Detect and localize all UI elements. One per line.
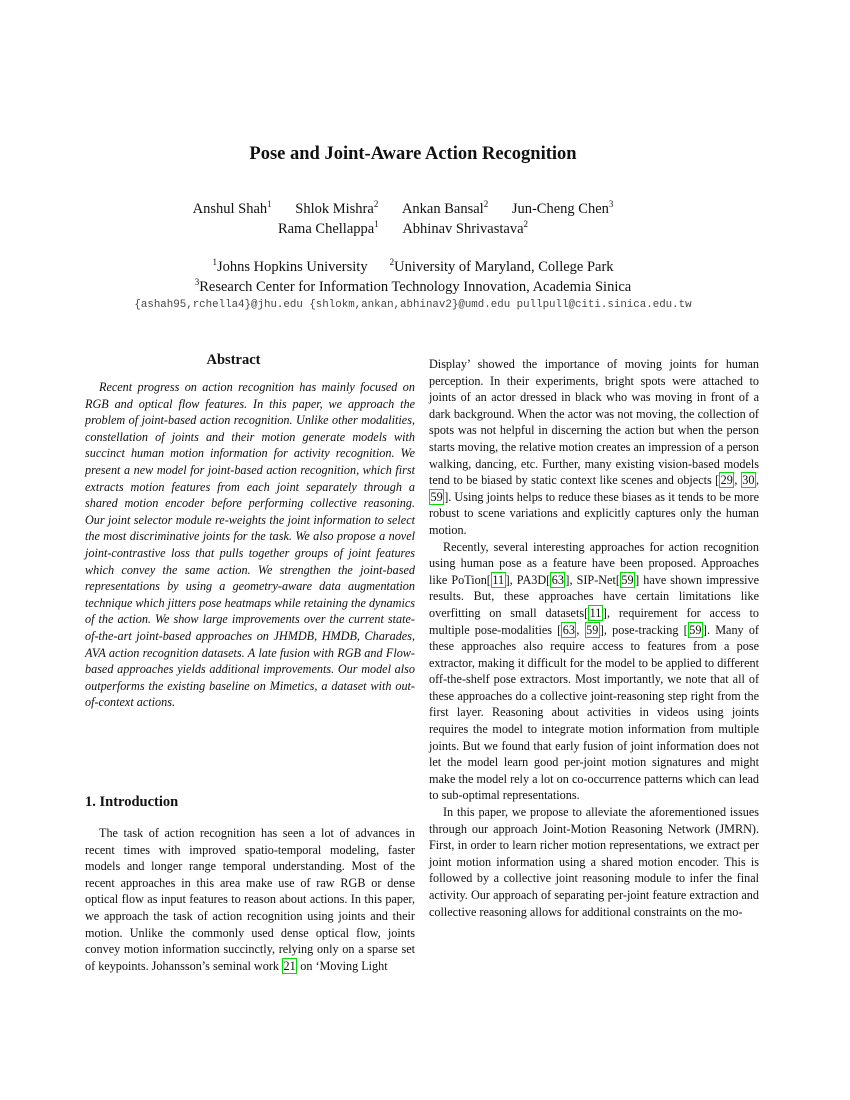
citation-link[interactable]: 21: [283, 958, 296, 973]
citation-link[interactable]: 59: [689, 622, 702, 637]
affiliation: $^3$Research Center for Information Technology Innovation, Academia Sinica: [194, 277, 632, 295]
author-line-2: [0, 219, 806, 239]
paper-title: Pose and Joint-Aware Action Recognition: [249, 144, 577, 164]
intro-paragraph-1-continued: Display’ showed the importance of moving joints for human perception. In their experiments, bright spots were attached to joints of an actor dressed in black who was moving in front of a dark background. When the actor was not moving, the collection of spots was not helpful in discerning the action but when the person starts moving, the relative motion creates an impression of a person walking, dancing, etc. Further, many existing vision-based models tend to be biased by static context like scenes and objects [ 29 , 30 , 59 ]. Using joints helps to reduce these biases as it tends to be more robust to scene variations and explicitly captures only the human motion.: [429, 357, 760, 537]
introduction-left-column: [85, 825, 415, 974]
citation-link[interactable]: 11: [492, 572, 505, 587]
author-list: [0, 199, 806, 239]
affiliation-line-2: [0, 277, 826, 297]
author: Abhinav Shrivastava$^2$: [402, 219, 529, 237]
affiliation: $^1$Johns Hopkins University: [212, 257, 368, 275]
affiliation: $^2$University of Maryland, College Park: [389, 257, 614, 275]
author-emails[interactable]: {ashah95,rchella4}@jhu.edu {shlokm,ankan,abhinav2}@umd.edu pullpull@citi.sinica.edu.tw: [134, 299, 692, 311]
citation-link[interactable]: 63: [551, 572, 564, 587]
citation-link[interactable]: 29: [720, 473, 733, 488]
author: Jun-Cheng Chen$^3$: [511, 199, 614, 217]
author: Shlok Mishra$^2$: [295, 199, 379, 217]
intro-paragraph-2: Recently, several interesting approaches for action recognition using human pose as a feature have been proposed. Approaches like PoTion[ 11 ], PA3D[ 63 ], SIP-Net[ 59 ] have shown impressive results. But, these approaches have certain limitations like overfitting on small datasets[ 11 ], requirement for access to multiple pose-modalities [ 63 , 59 ], pose-tracking [ 59 ]. Many of these approaches also require access to features from a pose extractor, making it difficult for the model to be applied to different off-the-shelf pose extractors. Most importantly, we note that all of these approaches do a collective joint-reasoning step right from the first layer. Reasoning about activities in videos using joints requires the model to integrate motion information from multiple joints. But we found that early fusion of joint information does not let the model learn good per-joint motion signatures and might make the model rely a lot on co-occurrence patterns which can lead to sub-optimal representations.: [429, 539, 760, 803]
citation-link[interactable]: 59: [430, 489, 443, 504]
author: Anshul Shah$^1$: [192, 199, 272, 217]
author: Ankan Bansal$^2$: [401, 199, 489, 217]
citation-link[interactable]: 59: [621, 572, 634, 587]
intro-paragraph-3: In this paper, we propose to alleviate the aforementioned issues through our approach Joint-Motion Reasoning Network (JMRN). First, in order to learn richer motion representations, we extract per joint motion information using a shared motion encoder. This is followed by a collective joint reasoning module to infer the final activity. Our approach of separating per-joint feature extraction and collective reasoning allows for additional constraints on the mo-: [429, 805, 759, 919]
introduction-right-column: [429, 356, 759, 920]
citation-link[interactable]: 63: [562, 622, 575, 637]
citation-link[interactable]: 30: [742, 473, 755, 488]
section-heading-introduction: 1. Introduction: [85, 794, 179, 810]
intro-paragraph-1: The task of action recognition has seen a lot of advances in recent times with improved spatio-temporal modeling, faster models and longer range temporal understanding. Most of the recent approaches in this area make use of raw RGB or dense optical flow as input features to reason about actions. In this paper, we approach the task of action recognition using joints and their motion. Unlike the commonly used dense optical flow, joints convey motion information succinctly, relying only on a sparse set of keypoints. Johansson’s seminal work 21 on ‘Moving Light: [85, 826, 415, 973]
affiliations: [0, 257, 826, 297]
abstract-paragraph: Recent progress on action recognition has mainly focused on RGB and optical flow features. In this paper, we approach the problem of joint-based action recognition. Unlike other modalities, constellation of joints and their motion generate models with succinct human motion information for activity recognition. We present a new model for joint-based action recognition, which first extracts motion features from each joint separately through a shared motion encoder before performing collective reasoning. Our joint selector module re-weights the joint information to select the most discriminative joints for the task. We also propose a novel joint-contrastive loss that pulls together groups of joint features which convey the same action. We strengthen the joint-based representations by using a geometry-aware data augmentation technique which jitters pose heatmaps while retaining the dynamics of the action. We show large improvements over the current state-of-the-art joint-based approaches on JHMDB, HMDB, Charades, AVA action recognition datasets. A late fusion with RGB and Flow-based approaches yields additional improvements. Our model also outperforms the existing baseline on Mimetics, a dataset with out-of-context actions.: [85, 380, 415, 710]
affiliation-line-1: [0, 257, 826, 277]
author: Rama Chellappa$^1$: [277, 219, 379, 237]
abstract-heading: Abstract: [206, 352, 261, 368]
abstract-body: [85, 379, 415, 711]
author-line-1: [0, 199, 806, 219]
citation-link[interactable]: 59: [586, 622, 599, 637]
citation-link[interactable]: 11: [589, 605, 602, 620]
